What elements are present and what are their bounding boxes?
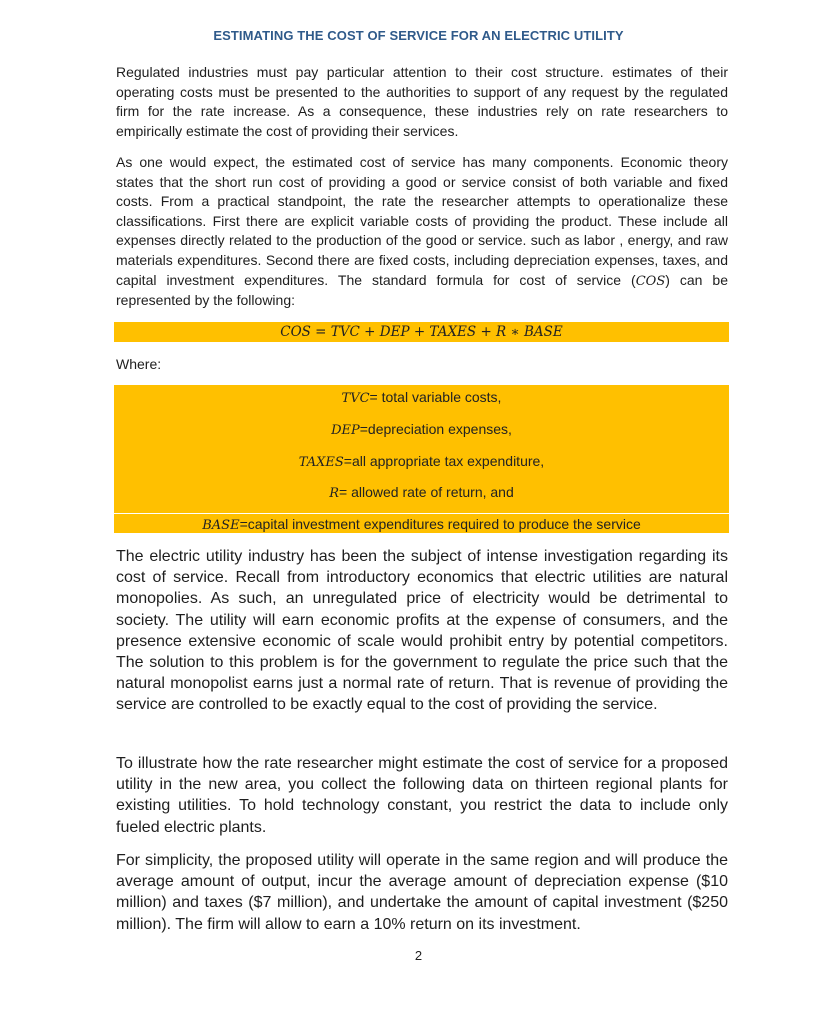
where-label: Where: [116, 356, 162, 372]
definition-taxes [114, 451, 729, 473]
definition-text: =capital investment expenditures required to produce the service [239, 516, 641, 532]
definition-text: =depreciation expenses, [359, 421, 512, 437]
paragraph-text-after: ) can be represented by the following: [116, 271, 728, 309]
illustration-paragraph: To illustrate how the rate researcher might estimate the cost of service for a proposed utility in the new area, you collect the following data on thirteen regional plants for existing utilities. To hold technology constant, you restrict the data to include only fueled electric plants. [116, 755, 728, 836]
page-number: 2 [414, 948, 423, 963]
definition-text: =all appropriate tax expenditure, [343, 453, 545, 469]
assumptions-paragraph: For simplicity, the proposed utility will operate in the same region and will produce the average amount of output, incur the average amount of depreciation expense ($10 million) and taxes ($7 million), and undertake the amount of capital investment ($250 million). The firm will allow to earn a 10% return on its investment. [116, 852, 728, 933]
cos-symbol: COS [635, 273, 666, 289]
definition-symbol: BASE [202, 518, 240, 533]
definition-symbol: TVC [341, 391, 370, 406]
definition-r [114, 482, 729, 504]
intro-paragraph: Regulated industries must pay particular attention to their cost structure. estimates of their operating costs must be presented to the authorities to support of any request by the regulated firm for the rate increase. As a consequence, these industries rely on rate researchers to empirically estimate the cost of providing their services. [116, 64, 728, 139]
cost-components-paragraph [116, 153, 728, 311]
paragraph-text-before: As one would expect, the estimated cost of service has many components. Economic theory states that the short run cost of providing a good or service consist of both variable and fixed costs. From a practical standpoint, the rate the researcher attempts to operationalize these classifications. First there are explicit variable costs of providing the product. These include all expenses directly related to the production of the good or service. such as labor , energy, and raw materials expenditures. Second there are fixed costs, including depreciation expenses, taxes, and capital investment expenditures. The standard formula for cost of service ( [116, 154, 728, 288]
definition-dep [114, 419, 729, 441]
definitions-box [114, 385, 729, 533]
electric-utility-paragraph: The electric utility industry has been the subject of intense investigation regarding its cost of service. Recall from introductory economics that electric utilities are natural monopolies. As such, an unregulated price of electricity would be detrimental to society. The utility will earn economic profits at the expense of consumers, and the presence extensive economic of scale would prohibit entry by potential competitors. The solution to this problem is for the government to regulate the price such that the natural monopolist earns just a normal rate of return. That is revenue of providing the service are controlled to be exactly equal to the cost of providing the service. [116, 548, 728, 714]
definition-symbol: R [329, 486, 340, 501]
definition-base [114, 513, 729, 536]
cost-of-service-formula: COS = TVC + DEP + TAXES + R ∗ BASE [114, 322, 729, 342]
definition-symbol: DEP [331, 423, 360, 438]
definition-text: = total variable costs, [369, 389, 502, 405]
definition-symbol: TAXES [298, 455, 344, 470]
page-title: ESTIMATING THE COST OF SERVICE FOR AN ELECTRIC UTILITY [213, 28, 624, 43]
definition-text: = allowed rate of return, and [339, 484, 514, 500]
definition-tvc [114, 387, 729, 409]
